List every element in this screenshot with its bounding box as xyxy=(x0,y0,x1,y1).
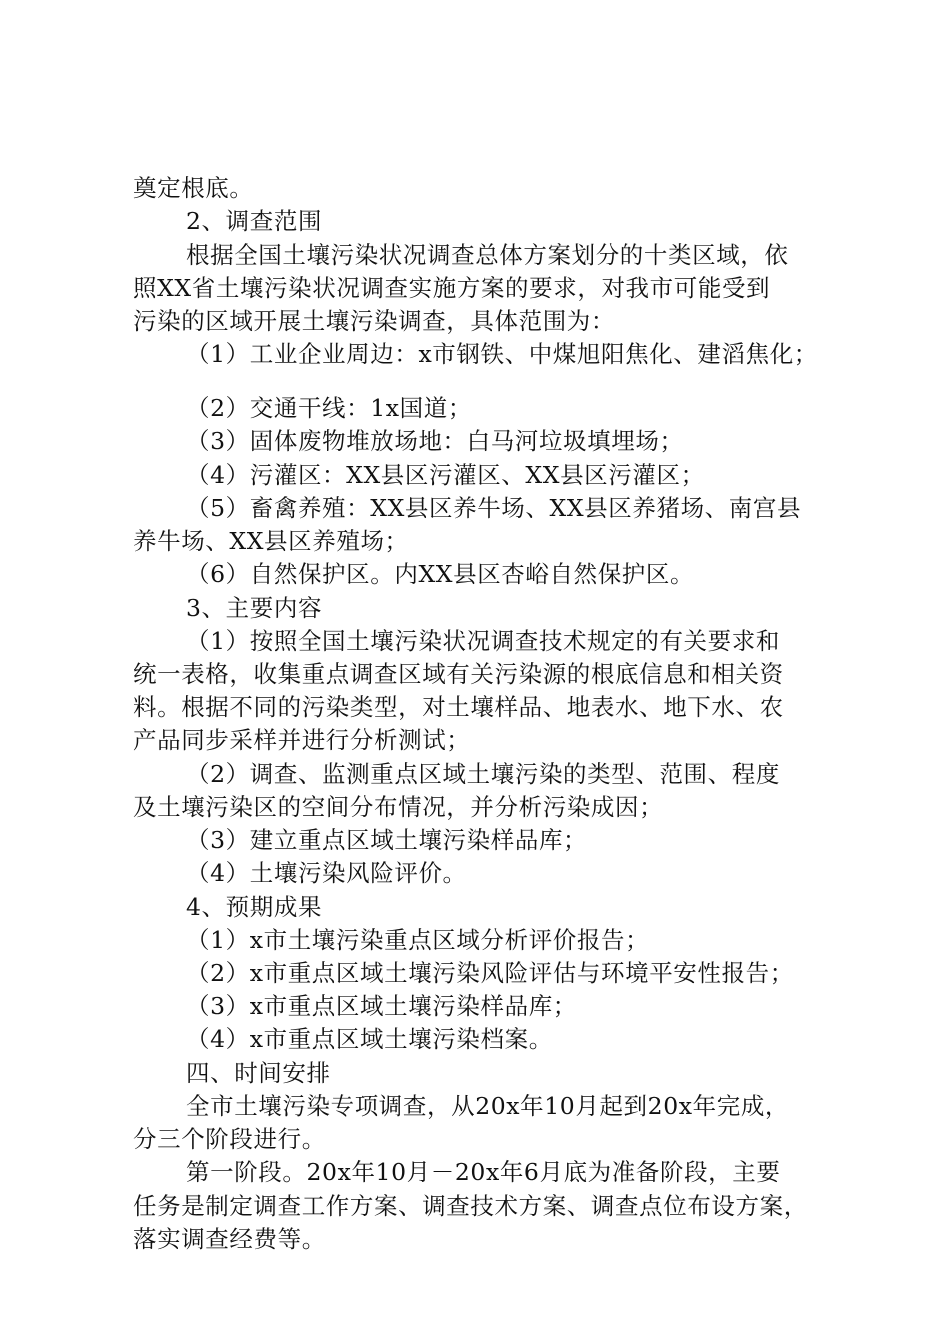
text-line: 全市土壤污染专项调查，从20x年10月起到20x年完成， xyxy=(186,1092,790,1120)
text-line: 料。根据不同的污染类型，对土壤样品、地表水、地下水、农 xyxy=(133,693,784,721)
list-item: （4）土壤污染风险评价。 xyxy=(186,859,467,887)
text-line: 任务是制定调查工作方案、调查技术方案、调查点位布设方案， xyxy=(133,1192,808,1220)
list-item: （2）调查、监测重点区域土壤污染的类型、范围、程度 xyxy=(186,760,780,788)
list-item: （3）固体废物堆放场地：白马河垃圾填埋场； xyxy=(186,427,684,455)
text-line: 分三个阶段进行。 xyxy=(133,1125,326,1153)
section-heading: 四、时间安排 xyxy=(186,1059,331,1087)
list-item: （3）x市重点区域土壤污染样品库； xyxy=(186,992,577,1020)
list-item: （4）污灌区：XX县区污灌区、XX县区污灌区； xyxy=(186,461,705,489)
text-line: 照XX省土壤污染状况调查实施方案的要求，对我市可能受到 xyxy=(133,274,771,302)
section-heading: 3、主要内容 xyxy=(186,594,323,622)
text-line: 第一阶段。20x年10月－20x年6月底为准备阶段，主要 xyxy=(186,1158,781,1186)
list-item: （2）交通干线：1x国道； xyxy=(186,394,472,422)
list-item: （6）自然保护区。内XX县区杏峪自然保护区。 xyxy=(186,560,695,588)
list-item: （5）畜禽养殖：XX县区养牛场、XX县区养猪场、南宫县 xyxy=(186,494,802,522)
text-line: 产品同步采样并进行分析测试； xyxy=(133,726,471,754)
section-heading: 2、调查范围 xyxy=(186,207,323,235)
text-line: 养牛场、XX县区养殖场； xyxy=(133,527,409,555)
text-line: 奠定根底。 xyxy=(133,174,254,202)
list-item: （1）工业企业周边：x市钢铁、中煤旭阳焦化、建滔焦化； xyxy=(186,340,818,368)
list-item: （4）x市重点区域土壤污染档案。 xyxy=(186,1025,553,1053)
text-line: 落实调查经费等。 xyxy=(133,1225,326,1253)
text-line: 根据全国土壤污染状况调查总体方案划分的十类区域，依 xyxy=(186,241,789,269)
list-item: （1）x市土壤污染重点区域分析评价报告； xyxy=(186,926,650,954)
list-item: （1）按照全国土壤污染状况调查技术规定的有关要求和 xyxy=(186,627,780,655)
section-heading: 4、预期成果 xyxy=(186,893,323,921)
text-line: 统一表格，收集重点调查区域有关污染源的根底信息和相关资 xyxy=(133,660,784,688)
text-line: 及土壤污染区的空间分布情况，并分析污染成因； xyxy=(133,793,664,821)
text-line: 污染的区域开展土壤污染调查，具体范围为： xyxy=(133,307,615,335)
list-item: （3）建立重点区域土壤污染样品库； xyxy=(186,826,588,854)
list-item: （2）x市重点区域土壤污染风险评估与环境平安性报告； xyxy=(186,959,794,987)
